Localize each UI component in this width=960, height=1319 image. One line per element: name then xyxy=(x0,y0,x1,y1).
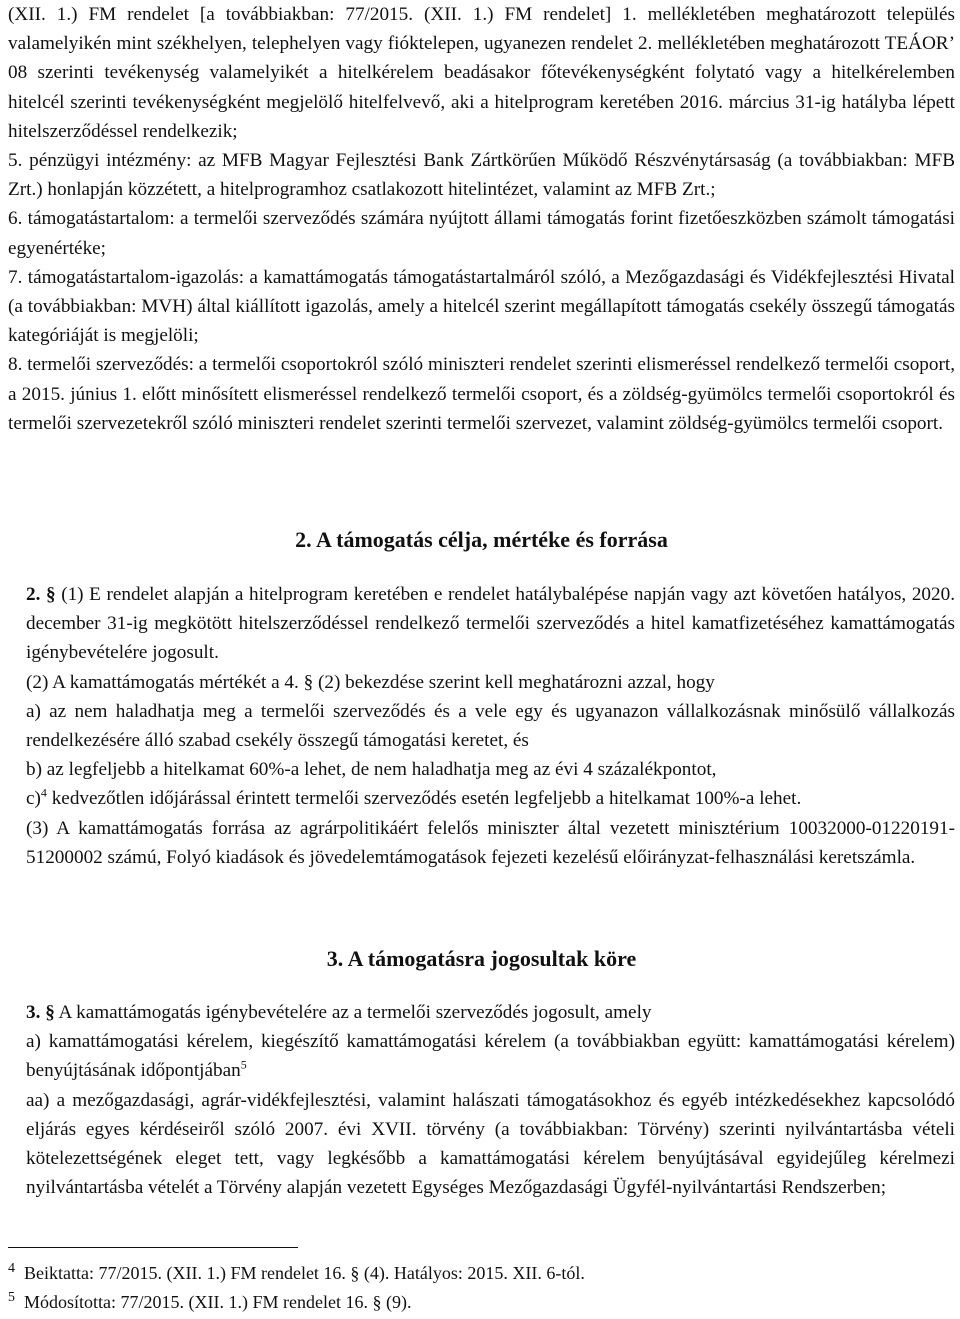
footnote-4 xyxy=(8,1259,955,1288)
point-text: kedvezőtlen időjárással érintett termelői szerveződés esetén legfeljebb a hitelkamat 100%-a lehet. xyxy=(46,788,802,810)
section-number: 3. § xyxy=(26,1002,55,1023)
point-label: c) xyxy=(26,788,41,810)
paragraph-2-3: (3) A kamattámogatás forrása az agrárpolitikáért felelős miniszter által vezetett minisztérium 10032000-01220191-51200002 számú, Folyó kiadások és jövedelemtámogatások fejezeti kezelésű előirányzat-felhasználási keretszámla. xyxy=(26,817,955,868)
section-heading-2: 2. A támogatás célja, mértéke és forrása xyxy=(295,527,668,552)
definition-intro: (XII. 1.) FM rendelet [a továbbiakban: 77/2015. (XII. 1.) FM rendelet] 1. mellékletében meghatározott település valamelyikén mint székhelyen, telephelyen vagy fióktelepen, ugyanezen rendelet 2. mellékletében meghatározott TEÁOR’ 08 szerinti tevékenység valamelyikét a hitelkérelem beadásakor főtevékenységként folytató vagy a hitelkérelemben hitelcél szerinti tevékenységként megjelölő hitelfelvevő, aki a hitelprogram keretében 2016. március 31-ig hatályba lépett hitelszerződéssel rendelkezik; xyxy=(8,4,955,142)
paragraph-text: A kamattámogatás igénybevételére az a termelői szerveződés jogosult, amely xyxy=(54,1002,652,1023)
footnote-ref[interactable]: 4 xyxy=(40,786,47,801)
point-text: a) kamattámogatási kérelem, kiegészítő kamattámogatási kérelem (a továbbiakban együtt: kamattámogatási kérelem) benyújtásának időpontjában xyxy=(26,1031,955,1082)
footnote-ref[interactable]: 5 xyxy=(240,1058,247,1073)
section-3-body xyxy=(8,998,955,1202)
definition-item-6: 6. támogatástartalom: a termelői szerveződés számára nyújtott állami támogatás forint fizetőeszközben számolt támogatási egyenértéke; xyxy=(8,208,955,259)
footnote-divider xyxy=(8,1247,298,1248)
footnote-text: Módosította: 77/2015. (XII. 1.) FM rendelet 16. § (9). xyxy=(24,1292,412,1312)
definition-item-7: 7. támogatástartalom-igazolás: a kamattámogatás támogatástartalmáról szóló, a Mezőgazdasági és Vidékfejlesztési Hivatal (a továbbiakban: MVH) által kiállított igazolás, amely a hitelcél szerint megállapított támogatás csekély összegű támogatás kategóriáját is megjelöli; xyxy=(8,266,955,347)
definition-item-5: 5. pénzügyi intézmény: az MFB Magyar Fejlesztési Bank Zártkörűen Működő Részvénytársaság (a továbbiakban: MFB Zrt.) honlapján közzétett, a hitelprogramhoz csatlakozott hitelintézet, valamint az MFB Zrt.; xyxy=(8,150,955,201)
point-2-2-a: a) az nem haladhatja meg a termelői szerveződés és a vele egy és ugyanazon vállalkozásnak minősülő vállalkozás rendelkezésére álló szabad csekély összegű támogatási keretet, és xyxy=(26,700,955,752)
paragraph-text: (1) E rendelet alapján a hitelprogram keretében e rendelet hatálybalépése napján vagy azt követően hatályos, 2020. december 31-ig megkötött hitelszerződéssel rendelkező termelői szerveződés a hitel kamatfizetéséhez kamattámogatás igénybevételére jogosult. xyxy=(26,584,955,664)
paragraph-3-1 xyxy=(8,998,955,1027)
point-2-2-c xyxy=(8,784,955,813)
section-heading-3: 3. A támogatásra jogosultak köre xyxy=(326,946,637,971)
footnote-number: 4 xyxy=(8,1261,15,1276)
footnote-5 xyxy=(8,1288,955,1317)
footnotes xyxy=(8,1259,955,1317)
footnote-text: Beiktatta: 77/2015. (XII. 1.) FM rendelet 16. § (4). Hatályos: 2015. XII. 6-tól. xyxy=(24,1263,585,1283)
section-number: 2. § xyxy=(26,584,56,605)
paragraph-2-1 xyxy=(8,580,955,668)
point-2-2-b: b) az legfeljebb a hitelkamat 60%-a lehet, de nem haladhatja meg az évi 4 százalékpontot, xyxy=(26,759,717,781)
definitions-section xyxy=(8,0,955,438)
footnote-number: 5 xyxy=(8,1290,15,1305)
point-3-a xyxy=(8,1027,955,1085)
point-3-aa: aa) a mezőgazdasági, agrár-vidékfejlesztési, valamint halászati támogatásokhoz és egyéb intézkedésekhez kapcsolódó eljárás egyes kérdéseiről szóló 2007. évi XVII. törvény (a továbbiakban: Törvény) szerinti nyilvántartásba vételi kötelezettségének eleget tett, vagy legkésőbb a kamattámogatási kérelem benyújtásával egyidejűleg kérelmezi nyilvántartásba vételét a Törvény alapján vezetett Egységes Mezőgazdasági Ügyfél-nyilvántartási Rendszerben; xyxy=(26,1089,955,1199)
paragraph-2-2: (2) A kamattámogatás mértékét a 4. § (2) bekezdése szerint kell meghatározni azzal, hogy xyxy=(26,671,715,693)
section-2-body xyxy=(8,580,955,872)
definition-item-8: 8. termelői szerveződés: a termelői csoportokról szóló miniszteri rendelet szerinti elismeréssel rendelkező termelői csoport, a 2015. június 1. előtt minősített elismeréssel rendelkező termelői csoport, és a zöldség-gyümölcs termelői csoportokról és termelői szervezetekről szóló miniszteri rendelet szerinti termelői szervezet, valamint zöldség-gyümölcs termelői csoport. xyxy=(8,354,955,434)
